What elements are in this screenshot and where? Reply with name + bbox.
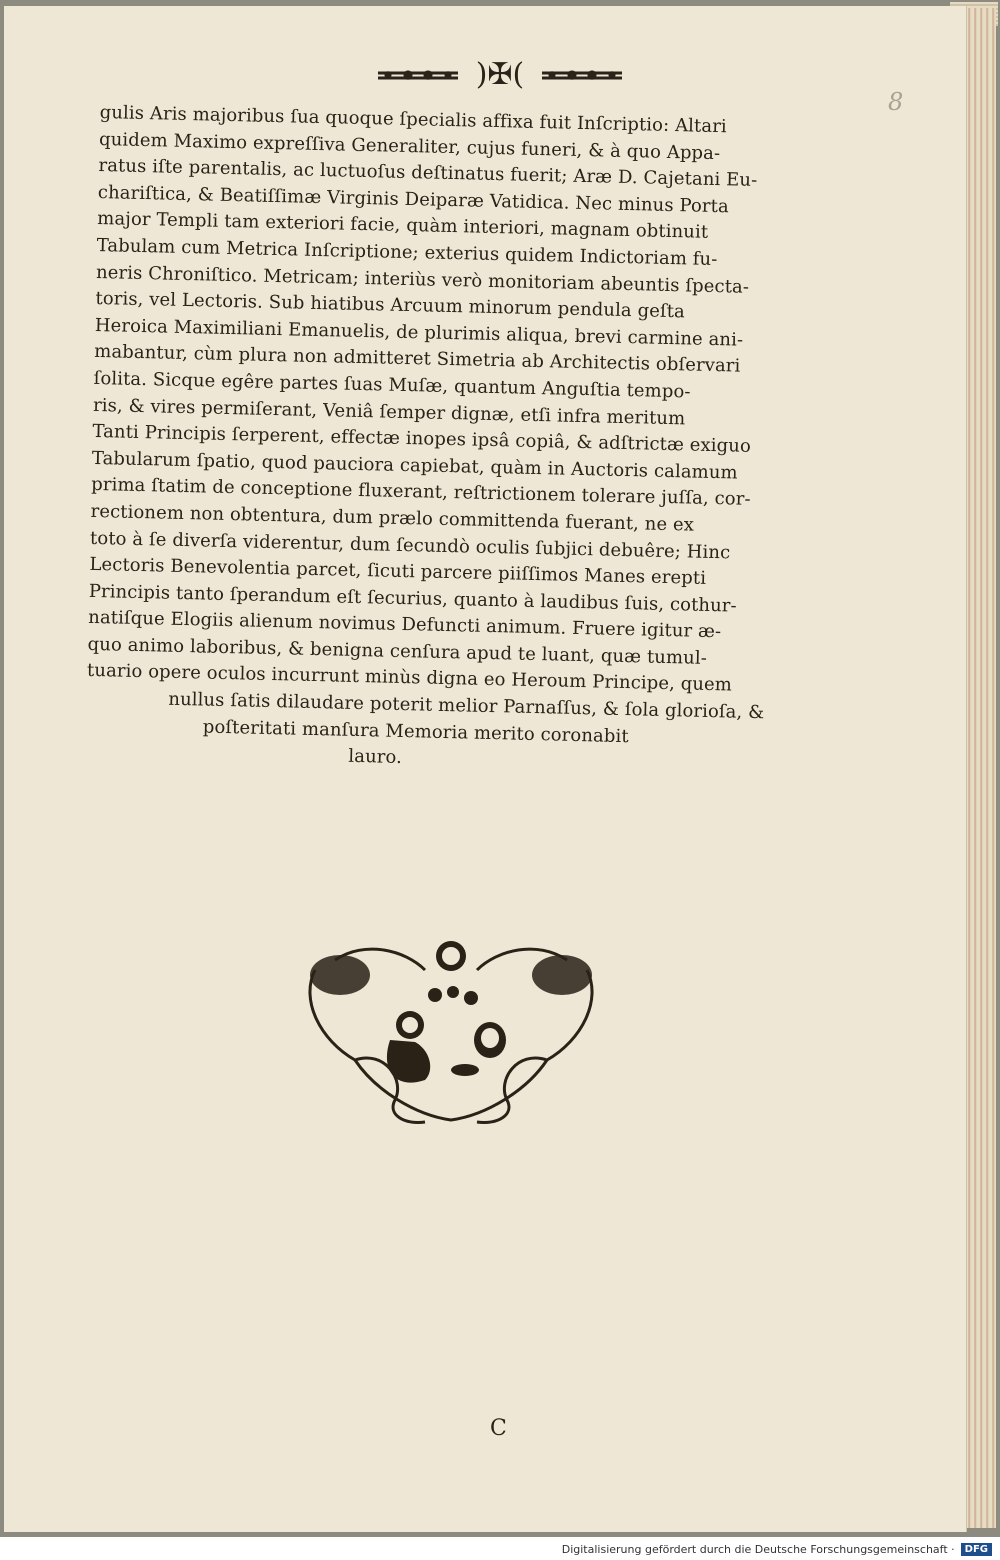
text-line: Tabulam cum Metrica Inſcriptione; exterius quidem Indictoriam fu-: [96, 234, 718, 271]
cherub-vignette-icon: [295, 930, 607, 1134]
text-line: chariſtica, & Beatiſſimæ Virginis Deiparæ Vatidica. Nec minus Porta: [97, 181, 730, 218]
text-line: rectionem non obtentura, dum prælo committenda fuerant, ne ex: [90, 500, 695, 536]
dfg-logo-icon: DFG: [961, 1543, 992, 1556]
text-line: prima ſtatim de conceptione fluxerant, reſtrictionem tolerare juſſa, cor-: [91, 474, 751, 511]
text-line: toris, vel Lectoris. Sub hiatibus Arcuum minorum pendula geſta: [95, 288, 686, 323]
body-text: [85, 100, 900, 783]
text-line: neris Chroniſtico. Metricam; interiùs verò monitoriam abeuntis ſpecta-: [95, 261, 750, 298]
cross-icon: )✠(: [475, 57, 525, 92]
page-stack-edge: [966, 8, 996, 1528]
text-line: ratus iſte parentalis, ac luctuoſus deſtinatus fuerit; Aræ D. Cajetani Eu-: [98, 155, 758, 192]
closing-line: lauro.: [348, 746, 403, 769]
credit-text: Digitalisierung gefördert durch die Deutsche Forschungsgemeinschaft ·: [561, 1542, 955, 1556]
text-line: toto à ſe diverſa viderentur, dum ſecundò oculis ſubjici debuêre; Hinc: [89, 527, 731, 563]
text-line: tuario opere oculos incurrunt minùs digna eo Heroum Principe, quem: [86, 660, 733, 696]
closing-line: nullus ſatis dilaudare poterit melior Parnaſſus, & ſola glorioſa, &: [168, 688, 765, 724]
text-line: Tabularum ſpatio, quod pauciora capiebat, quàm in Auctoris calamum: [91, 447, 738, 484]
flourish-left-icon: [378, 65, 458, 85]
digitization-credit: [562, 1538, 992, 1560]
text-line: natiſque Elogiis alienum novimus Defuncti animum. Fruere igitur æ-: [88, 607, 722, 643]
text-line: Heroica Maximiliani Emanuelis, de plurimis aliqua, brevi carmine ani-: [94, 314, 744, 351]
closing-line: poſteritati manſura Memoria merito coronabit: [202, 716, 629, 747]
signature-mark: C: [490, 1416, 507, 1441]
text-line: quidem Maximo expreſſiva Generaliter, cujus funeri, & à quo Appa-: [98, 128, 721, 164]
header-ornament: [330, 55, 670, 95]
text-line: quo animo laboribus, & benigna cenſura apud te luant, quæ tumul-: [87, 633, 708, 669]
text-line: ris, & vires permiſerant, Veniâ ſemper dignæ, etſi infra meritum: [92, 394, 686, 429]
text-line: Lectoris Benevolentia parcet, ſicuti parcere piiſſimos Manes erepti: [89, 553, 707, 589]
text-line: major Templi tam exteriori facie, quàm interiori, magnam obtinuit: [97, 208, 709, 244]
text-line: Principis tanto ſperandum eſt ſecurius, quanto à laudibus ſuis, cothur-: [88, 580, 737, 617]
folio-number: 8: [888, 88, 904, 116]
text-line: Tanti Principis ſerperent, effectæ inopes ipsâ copiâ, & adſtrictæ exiguo: [92, 421, 752, 457]
text-line: ſolita. Sicque egêre partes ſuas Muſæ, quantum Anguſtia tempo-: [93, 367, 691, 403]
flourish-right-icon: [542, 65, 622, 85]
text-line: gulis Aris majoribus ſua quoque ſpecialis affixa fuit Inſcriptio: Altari: [99, 101, 727, 138]
text-line: mabantur, cùm plura non admitteret Simetria ab Architectis obſervari: [94, 341, 741, 377]
